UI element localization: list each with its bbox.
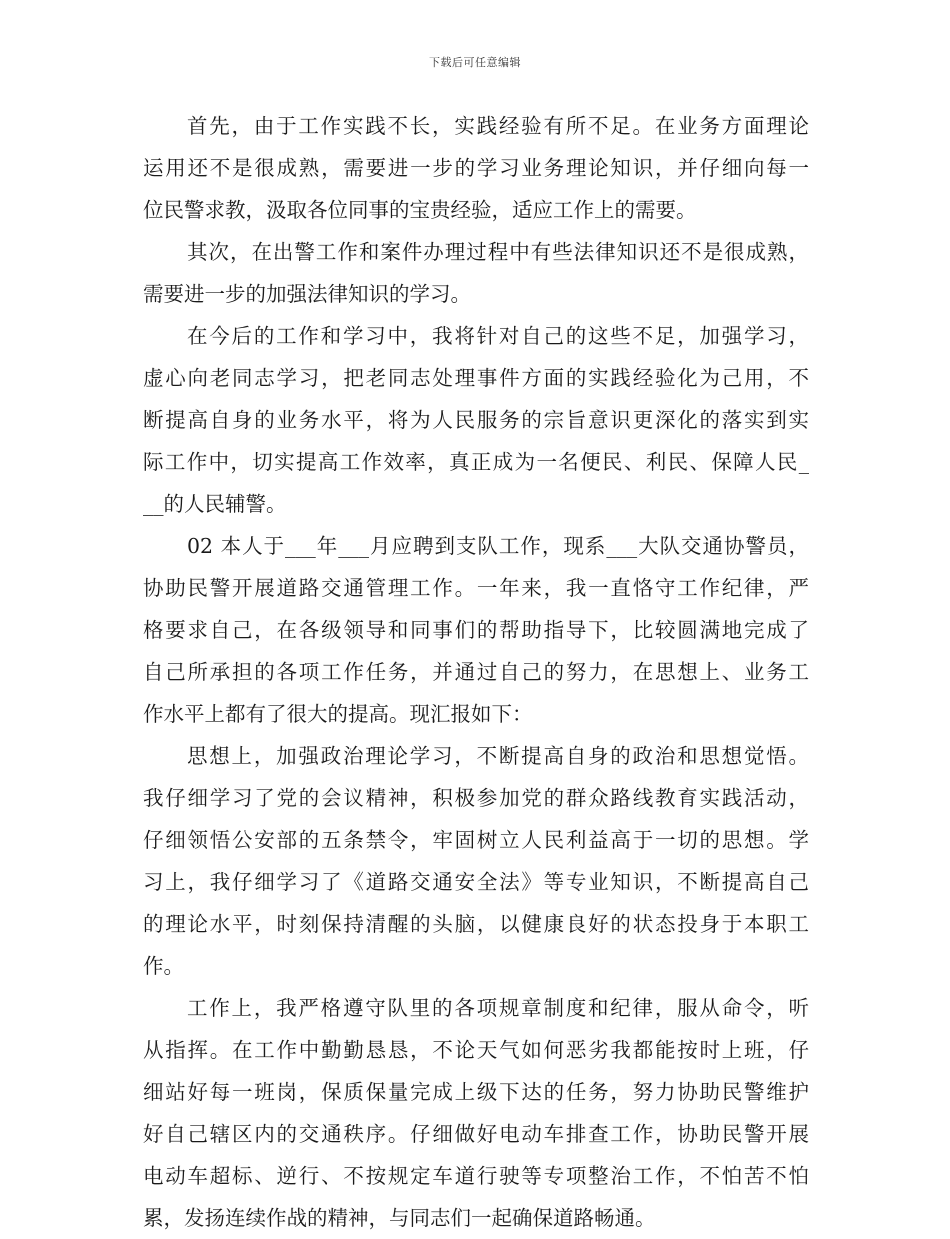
text-line: 工作上，我严格遵守队里的各项规章制度和纪律，服从命令，听	[187, 996, 809, 1020]
text-line: 02 本人于___年___月应聘到支队工作，现系___大队交通协警员，	[187, 534, 809, 558]
text-line: 累，发扬连续作战的精神，与同志们一起确保道路畅通。	[143, 1206, 656, 1230]
text-line: 电动车超标、逆行、不按规定车道行驶等专项整治工作，不怕苦不怕	[143, 1164, 809, 1188]
text-line: 位民警求教，汲取各位同事的宝贵经验，适应工作上的需要。	[143, 198, 697, 222]
text-line: 需要进一步的加强法律知识的学习。	[143, 282, 471, 306]
text-line: 断提高自身的业务水平，将为人民服务的宗旨意识更深化的落实到实	[143, 408, 809, 432]
text-line: 作。	[143, 954, 184, 978]
text-line: 从指挥。在工作中勤勤恳恳，不论天气如何恶劣我都能按时上班，仔	[143, 1038, 809, 1062]
text-line: 仔细领悟公安部的五条禁令，牢固树立人民利益高于一切的思想。学	[143, 828, 809, 852]
text-line: 的理论水平，时刻保持清醒的头脑，以健康良好的状态投身于本职工	[143, 912, 809, 936]
text-line: 虚心向老同志学习，把老同志处理事件方面的实践经验化为己用，不	[143, 366, 809, 390]
text-line: 作水平上都有了很大的提高。现汇报如下：	[143, 702, 533, 726]
text-line: 协助民警开展道路交通管理工作。一年来，我一直恪守工作纪律，严	[143, 576, 809, 600]
document-body	[143, 105, 809, 1239]
page-header: 下载后可任意编辑	[429, 56, 521, 69]
text-line: 际工作中，切实提高工作效率，真正成为一名便民、利民、保障人民_	[143, 450, 809, 474]
text-line: 思想上，加强政治理论学习，不断提高自身的政治和思想觉悟。	[187, 744, 809, 768]
text-line: 首先，由于工作实践不长，实践经验有所不足。在业务方面理论	[187, 114, 809, 138]
text-line: 我仔细学习了党的会议精神，积极参加党的群众路线教育实践活动，	[143, 786, 809, 810]
text-line: 其次，在出警工作和案件办理过程中有些法律知识还不是很成熟，	[187, 240, 809, 264]
text-line: 习上，我仔细学习了《道路交通安全法》等专业知识，不断提高自己	[143, 870, 809, 894]
text-line: 细站好每一班岗，保质保量完成上级下达的任务，努力协助民警维护	[143, 1080, 809, 1104]
text-line: __的人民辅警。	[143, 492, 287, 516]
text-line: 运用还不是很成熟，需要进一步的学习业务理论知识，并仔细向每一	[143, 156, 809, 180]
text-line: 在今后的工作和学习中，我将针对自己的这些不足，加强学习，	[187, 324, 809, 348]
text-line: 自己所承担的各项工作任务，并通过自己的努力，在思想上、业务工	[143, 660, 809, 684]
text-line: 格要求自己，在各级领导和同事们的帮助指导下，比较圆满地完成了	[143, 618, 809, 642]
text-line: 好自己辖区内的交通秩序。仔细做好电动车排查工作，协助民警开展	[143, 1122, 809, 1146]
